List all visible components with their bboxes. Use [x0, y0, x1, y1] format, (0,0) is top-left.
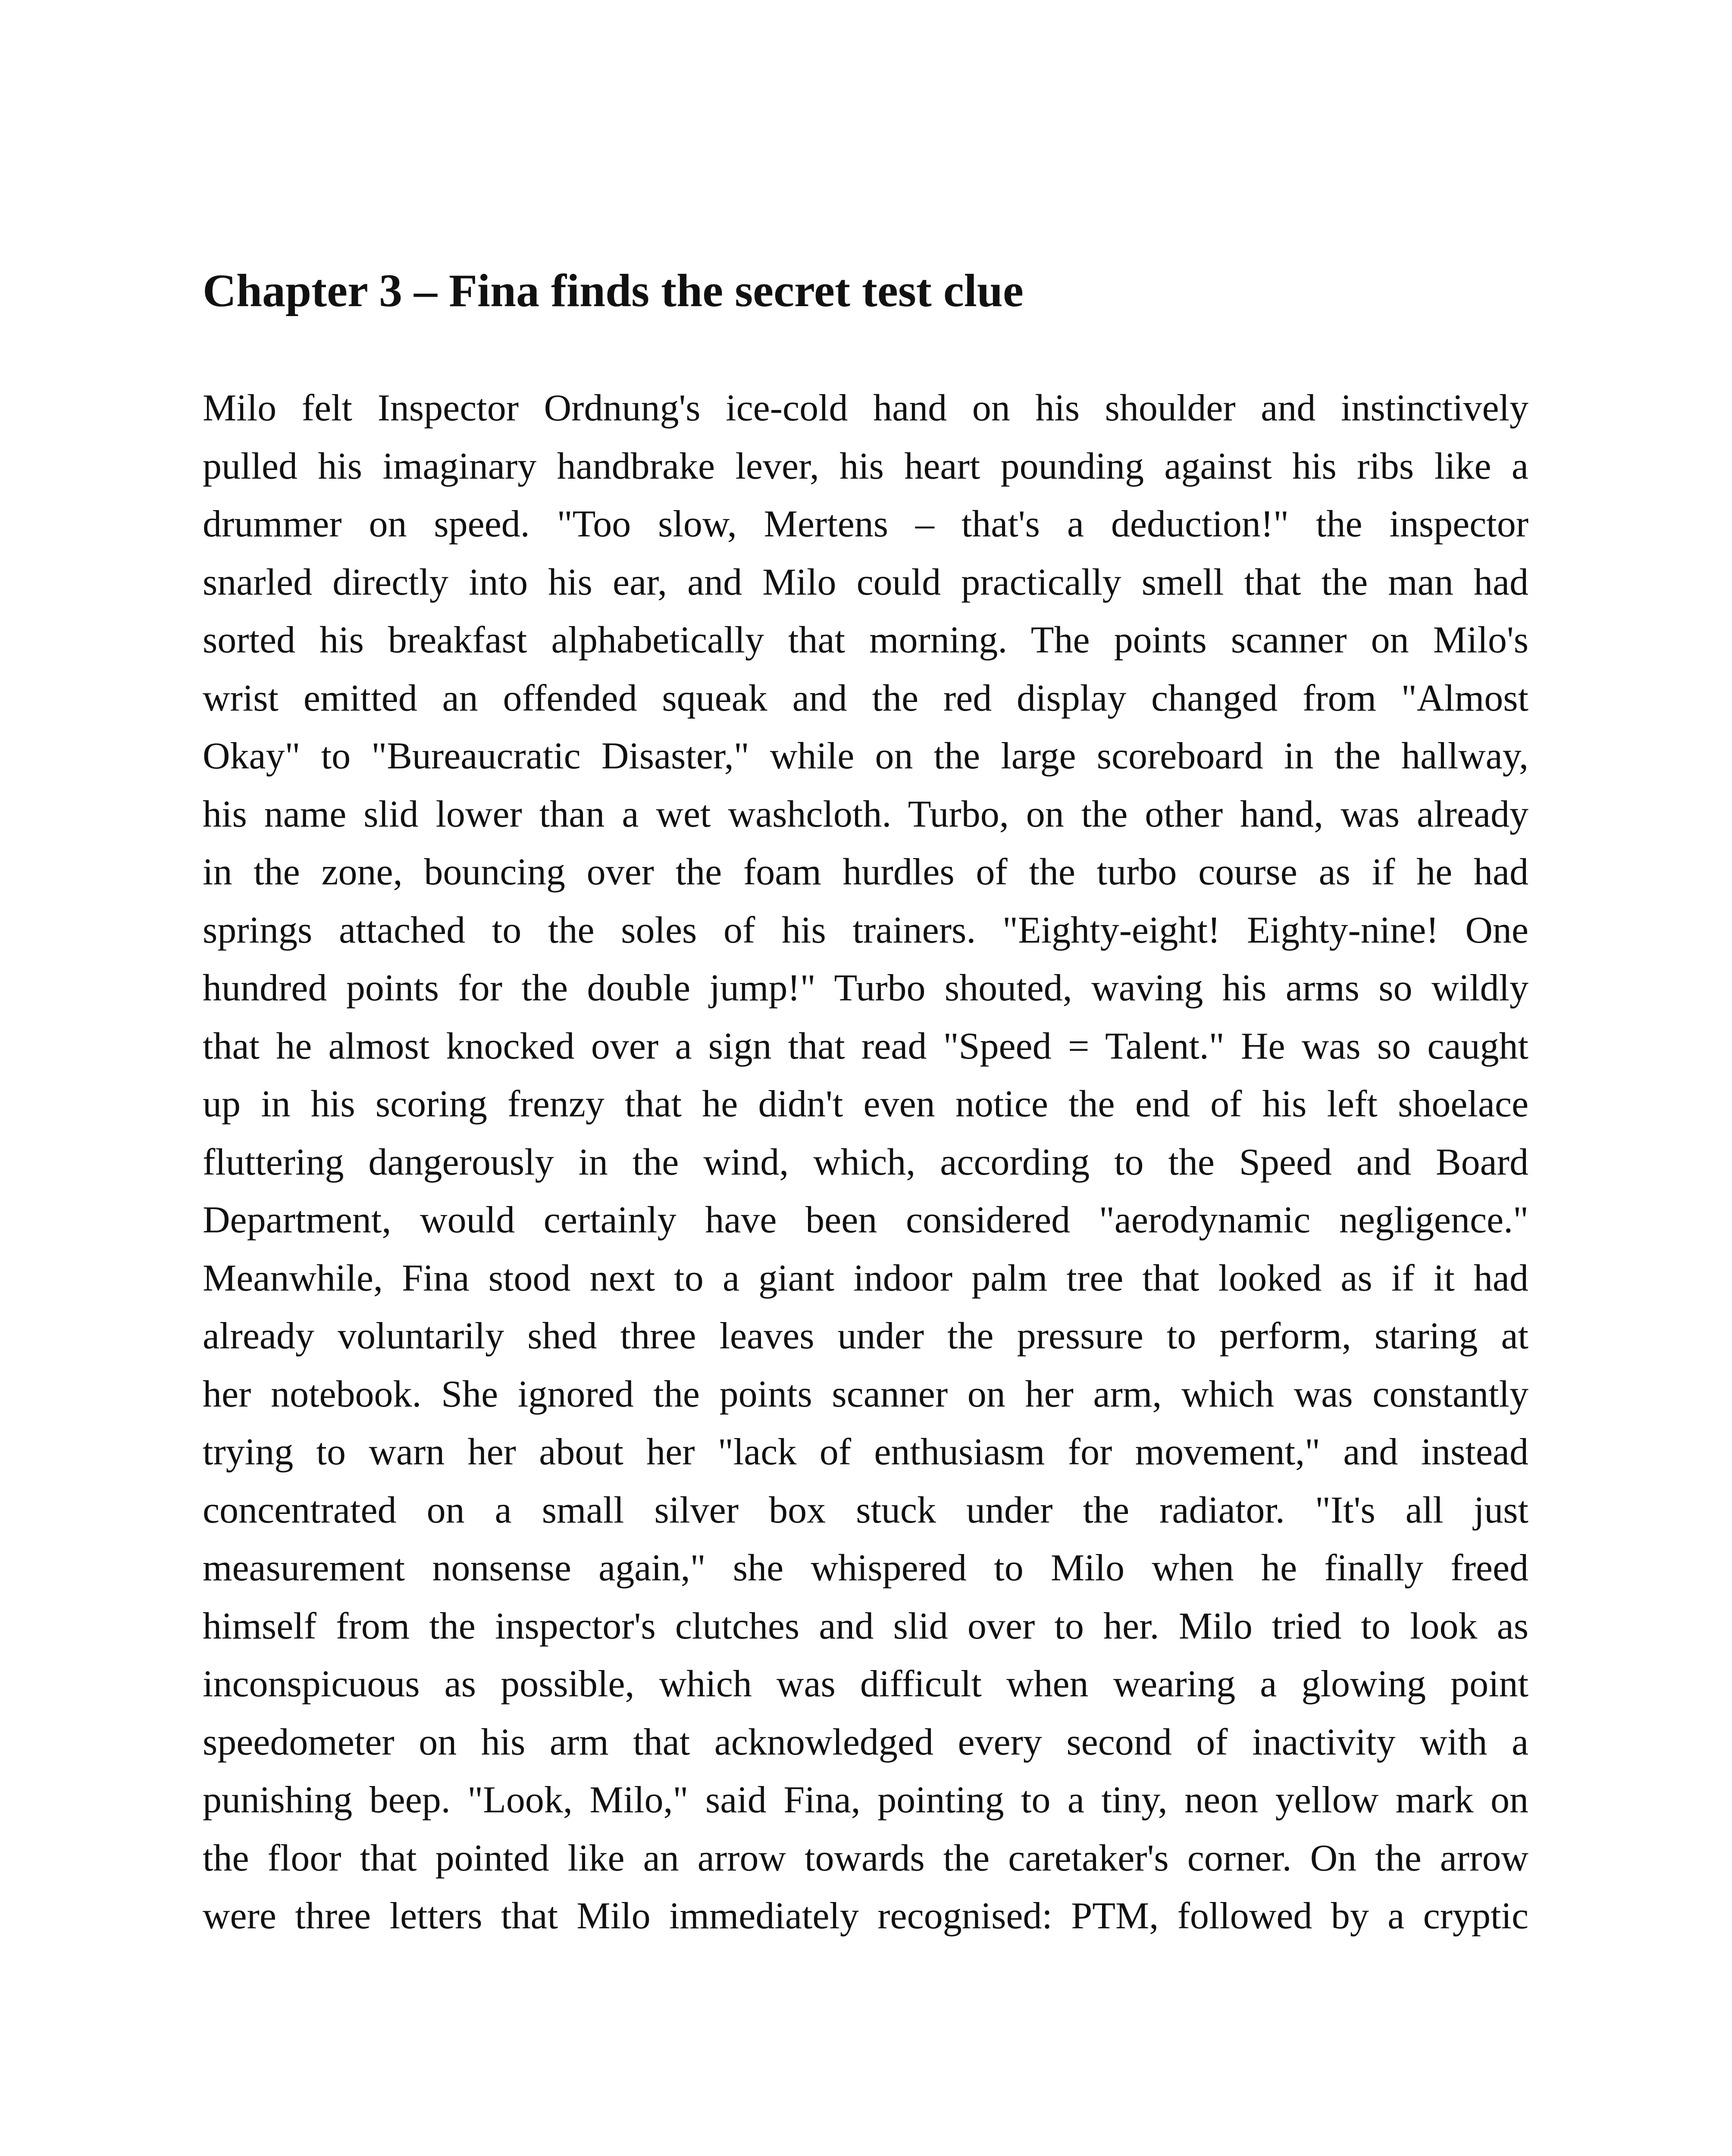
text-line: concentrated on a small silver box stuck under the radiator. "It's all just	[203, 1489, 1528, 1531]
chapter-body-text	[203, 379, 1528, 1946]
text-line: snarled directly into his ear, and Milo could practically smell that the man had	[203, 561, 1528, 603]
text-line: in the zone, bouncing over the foam hurdles of the turbo course as if he had	[203, 851, 1528, 893]
text-line: sorted his breakfast alphabetically that morning. The points scanner on Milo's	[203, 619, 1528, 661]
text-line: were three letters that Milo immediately recognised: PTM, followed by a cryptic	[203, 1895, 1528, 1937]
text-line: fluttering dangerously in the wind, which, according to the Speed and Board	[203, 1141, 1528, 1183]
text-line: Department, would certainly have been considered "aerodynamic negligence."	[203, 1199, 1528, 1241]
text-line: hundred points for the double jump!" Turbo shouted, waving his arms so wildly	[203, 967, 1528, 1009]
text-line: wrist emitted an offended squeak and the red display changed from "Almost	[203, 677, 1528, 719]
text-line: himself from the inspector's clutches and slid over to her. Milo tried to look as	[203, 1605, 1528, 1647]
text-line: inconspicuous as possible, which was difficult when wearing a glowing point	[203, 1663, 1528, 1705]
text-line: his name slid lower than a wet washcloth. Turbo, on the other hand, was already	[203, 793, 1528, 835]
text-line: her notebook. She ignored the points scanner on her arm, which was constantly	[203, 1373, 1528, 1415]
text-line: that he almost knocked over a sign that read "Speed = Talent." He was so caught	[203, 1025, 1528, 1067]
text-line: Milo felt Inspector Ordnung's ice-cold hand on his shoulder and instinctively	[203, 387, 1528, 429]
text-line: the floor that pointed like an arrow towards the caretaker's corner. On the arrow	[203, 1837, 1528, 1879]
text-line: measurement nonsense again," she whispered to Milo when he finally freed	[203, 1547, 1528, 1589]
text-line: up in his scoring frenzy that he didn't even notice the end of his left shoelace	[203, 1083, 1528, 1125]
text-line: speedometer on his arm that acknowledged every second of inactivity with a	[203, 1721, 1528, 1763]
text-line: trying to warn her about her "lack of enthusiasm for movement," and instead	[203, 1431, 1528, 1473]
text-line: Okay" to "Bureaucratic Disaster," while on the large scoreboard in the hallway,	[203, 735, 1528, 777]
text-line: already voluntarily shed three leaves under the pressure to perform, staring at	[203, 1315, 1528, 1357]
text-line: punishing beep. "Look, Milo," said Fina, pointing to a tiny, neon yellow mark on	[203, 1779, 1528, 1821]
text-line: drummer on speed. "Too slow, Mertens – that's a deduction!" the inspector	[203, 503, 1528, 545]
chapter-title: Chapter 3 – Fina finds the secret test clue	[203, 265, 1024, 317]
text-line: pulled his imaginary handbrake lever, his heart pounding against his ribs like a	[203, 445, 1528, 487]
text-line: Meanwhile, Fina stood next to a giant indoor palm tree that looked as if it had	[203, 1257, 1528, 1299]
text-line: springs attached to the soles of his trainers. "Eighty-eight! Eighty-nine! One	[203, 909, 1528, 951]
